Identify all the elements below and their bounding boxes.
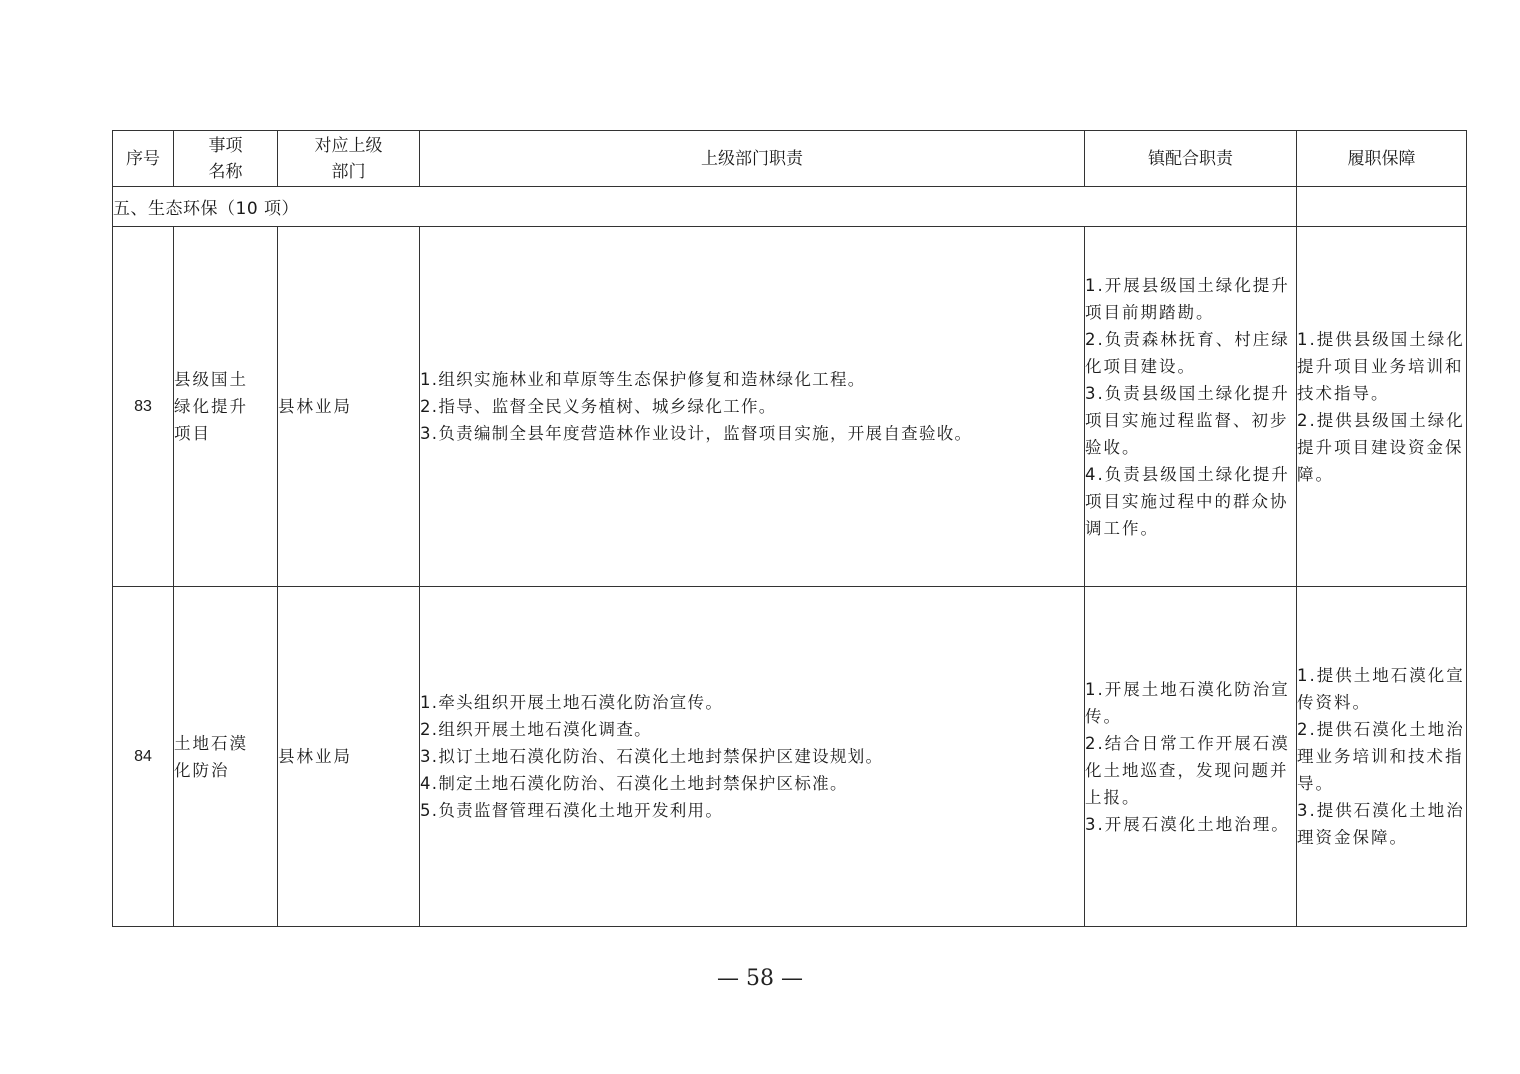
row-item-name	[174, 587, 278, 927]
row-upper-duties	[420, 227, 1085, 587]
duty-line: 3.负责编制全县年度营造林作业设计，监督项目实施，开展自查验收。	[420, 424, 973, 443]
text-line: 1.提供土地石漠化宣传资料。	[1297, 666, 1465, 712]
row-item-name	[174, 227, 278, 587]
row-upper-dept: 县林业局	[278, 587, 420, 927]
row-town-cooperation	[1085, 227, 1297, 587]
text-line: 3.负责县级国土绿化提升项目实施过程监督、初步验收。	[1085, 383, 1290, 457]
table-row	[113, 587, 1467, 927]
header-index: 序号	[113, 131, 174, 187]
text-line: 2.提供石漠化土地治理业务培训和技术指导。	[1297, 720, 1465, 793]
text-line: 2.提供县级国土绿化提升项目建设资金保障。	[1297, 410, 1465, 484]
text-line: 对应上级	[314, 135, 383, 156]
text-line: 事项	[208, 135, 243, 156]
row-town-cooperation	[1085, 587, 1297, 927]
text-line: 1.提供县级国土绿化提升项目业务培训和技术指导。	[1297, 329, 1465, 403]
text-line: 2.结合日常工作开展石漠化土地巡查，发现问题并上报。	[1085, 733, 1290, 807]
text-line: 2.负责森林抚育、村庄绿化项目建设。	[1085, 329, 1290, 376]
header-item-name	[174, 131, 278, 187]
text-line: 3.开展石漠化土地治理。	[1085, 814, 1290, 834]
text-line: 1.开展土地石漠化防治宣传。	[1085, 679, 1290, 726]
duty-table	[112, 130, 1467, 927]
duty-line: 2.指导、监督全民义务植树、城乡绿化工作。	[420, 397, 777, 416]
text-line: 县级国土	[174, 370, 248, 389]
table-header-row	[113, 131, 1467, 187]
text-line: 土地石漠	[174, 733, 248, 753]
section-title: 五、生态环保（10 项）	[113, 187, 1297, 227]
duty-line: 4.制定土地石漠化防治、石漠化土地封禁保护区标准。	[420, 774, 848, 793]
row-guarantee	[1297, 227, 1467, 587]
table-row	[113, 227, 1467, 587]
duty-line: 1.牵头组织开展土地石漠化防治宣传。	[420, 693, 724, 712]
page-number: — 58 —	[717, 966, 803, 991]
text-line: 1.开展县级国土绿化提升项目前期踏勘。	[1085, 275, 1290, 322]
duty-line: 5.负责监督管理石漠化土地开发利用。	[420, 801, 724, 820]
text-line: 项目	[174, 424, 211, 443]
text-line: 3.提供石漠化土地治理资金保障。	[1297, 801, 1465, 847]
text-line: 部门	[331, 161, 366, 182]
header-guarantee: 履职保障	[1297, 131, 1467, 187]
row-guarantee	[1297, 587, 1467, 927]
text-line: 化防治	[174, 760, 230, 780]
row-index: 84	[113, 587, 174, 927]
duty-line: 1.组织实施林业和草原等生态保护修复和造林绿化工程。	[420, 370, 866, 389]
section-empty-cell	[1297, 187, 1467, 227]
header-upper-dept	[278, 131, 420, 187]
duty-line: 2.组织开展土地石漠化调查。	[420, 720, 652, 739]
header-town-cooperation: 镇配合职责	[1085, 131, 1297, 187]
section-row	[113, 187, 1467, 227]
text-line: 4.负责县级国土绿化提升项目实施过程中的群众协调工作。	[1085, 464, 1290, 538]
row-upper-dept: 县林业局	[278, 227, 420, 587]
row-upper-duties	[420, 587, 1085, 927]
duty-line: 3.拟订土地石漠化防治、石漠化土地封禁保护区建设规划。	[420, 747, 884, 766]
row-index: 83	[113, 227, 174, 587]
text-line: 名称	[208, 161, 243, 182]
text-line: 绿化提升	[174, 397, 248, 416]
header-upper-duties: 上级部门职责	[420, 131, 1085, 187]
